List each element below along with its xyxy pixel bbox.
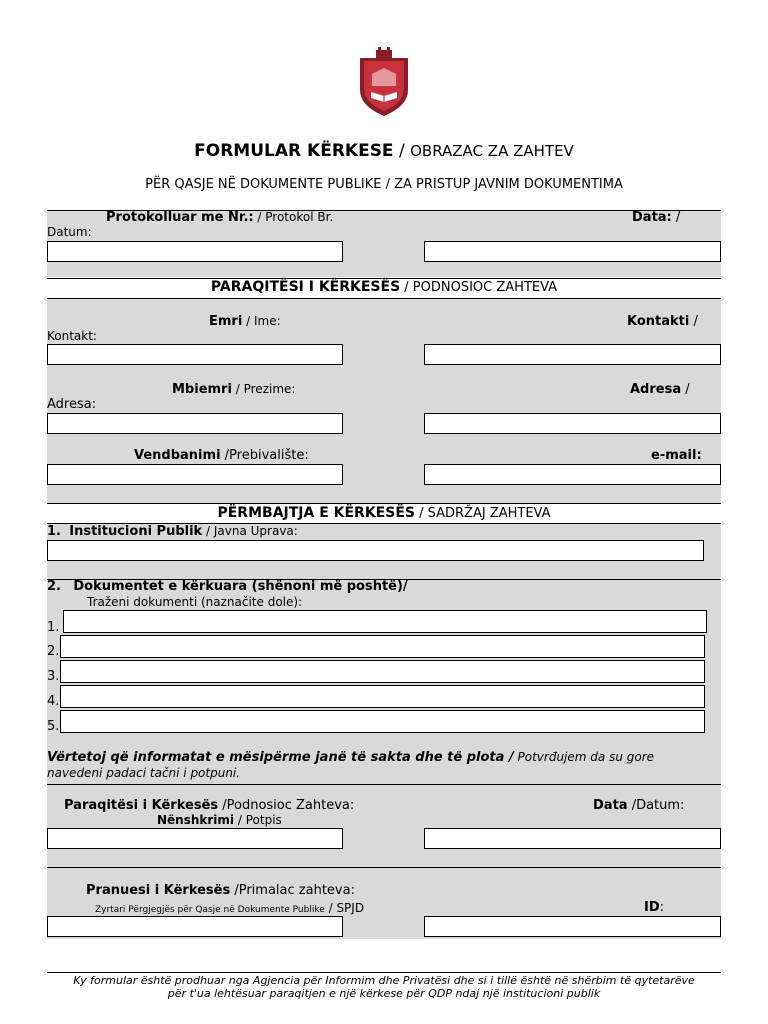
doc-number: 1.	[47, 620, 60, 635]
divider	[47, 503, 721, 504]
protocol-nr-label: Protokolluar me Nr.: / Protokol Br.	[106, 210, 334, 225]
emblem-logo	[354, 46, 414, 118]
surname-label: Mbiemri / Prezime:	[172, 382, 296, 397]
doc-number: 2.	[47, 644, 60, 659]
doc-number: 4.	[47, 694, 60, 709]
signature-date-label: Data /Datum:	[593, 798, 685, 813]
doc-number: 3.	[47, 669, 60, 684]
receiver-id-field[interactable]	[424, 916, 721, 937]
address-label: Adresa /	[630, 382, 690, 397]
document-field-3[interactable]	[60, 660, 705, 683]
documents-label: 2. Dokumentet e kërkuara (shënoni më poshtë)/	[47, 579, 408, 594]
receiver-official: Zyrtari Përgjegjës për Qasje në Dokumente Publike / SPJD	[95, 901, 365, 915]
contact-field[interactable]	[424, 344, 721, 365]
email-label: e-mail:	[651, 448, 702, 463]
protocol-date-field[interactable]	[424, 241, 721, 262]
receiver-field[interactable]	[47, 916, 343, 937]
address-alt: Adresa:	[47, 397, 97, 412]
name-field[interactable]	[47, 344, 343, 365]
document-field-4[interactable]	[60, 685, 705, 708]
document-field-2[interactable]	[60, 635, 705, 658]
confirm-text: Vërtetoj që informatat e mësipërme janë të sakta dhe të plota / Potvrđujem da su gore	[47, 750, 655, 765]
document-field-5[interactable]	[60, 710, 705, 733]
name-label: Emri / Ime:	[209, 314, 281, 329]
doc-number: 5.	[47, 719, 60, 734]
footer-note: Ky formular është prodhuar nga Agjencia për Informim dhe Privatësi dhe si i tillë është në shërbim të qytetarëve për t'ua lehtësuar paraqitjen e një kërkese për QDP ndaj një institucioni publik	[73, 974, 695, 1000]
signature-field[interactable]	[47, 828, 343, 849]
form-title: FORMULAR KËRKESE / OBRAZAC ZA ZAHTEV	[194, 141, 574, 161]
confirm-text-cont: navedeni padaci tačni i potpuni.	[47, 766, 241, 780]
applicant-section-title: PARAQITËSI I KËRKESËS / PODNOSIOC ZAHTEVA	[210, 279, 558, 295]
content-section-title: PËRMBAJTJA E KËRKESËS / SADRŽAJ ZAHTEVA	[217, 505, 551, 521]
email-field[interactable]	[424, 464, 721, 485]
receiver-label: Pranuesi i Kërkesës /Primalac zahteva:	[86, 883, 355, 898]
form-title-alt: OBRAZAC ZA ZAHTEV	[410, 142, 574, 160]
document-field-1[interactable]	[63, 610, 707, 633]
residence-label: Vendbanimi /Prebivalište:	[134, 448, 309, 463]
institution-label: 1. Institucioni Publik / Javna Uprava:	[47, 524, 298, 539]
documents-alt: Traženi dokumenti (naznačite dole):	[87, 595, 303, 609]
protocol-date-alt: Datum:	[47, 225, 92, 239]
signature-sign-label: Nënshkrimi / Potpis	[157, 813, 282, 827]
form-title-bold: FORMULAR KËRKESE	[194, 141, 394, 161]
contact-label: Kontakti /	[627, 314, 698, 329]
address-field[interactable]	[424, 413, 721, 434]
signature-applicant-label: Paraqitësi i Kërkesës /Podnosioc Zahteva:	[64, 798, 355, 813]
surname-field[interactable]	[47, 413, 343, 434]
divider	[47, 972, 721, 973]
receiver-id-label: ID:	[644, 900, 665, 915]
protocol-nr-field[interactable]	[47, 241, 343, 262]
contact-alt: Kontakt:	[47, 329, 97, 343]
protocol-date-label: Data: /	[632, 210, 681, 225]
signature-date-field[interactable]	[424, 828, 721, 849]
residence-field[interactable]	[47, 464, 343, 485]
form-subtitle: PËR QASJE NË DOKUMENTE PUBLIKE / ZA PRISTUP JAVNIM DOKUMENTIMA	[145, 177, 623, 192]
institution-field[interactable]	[47, 540, 704, 561]
